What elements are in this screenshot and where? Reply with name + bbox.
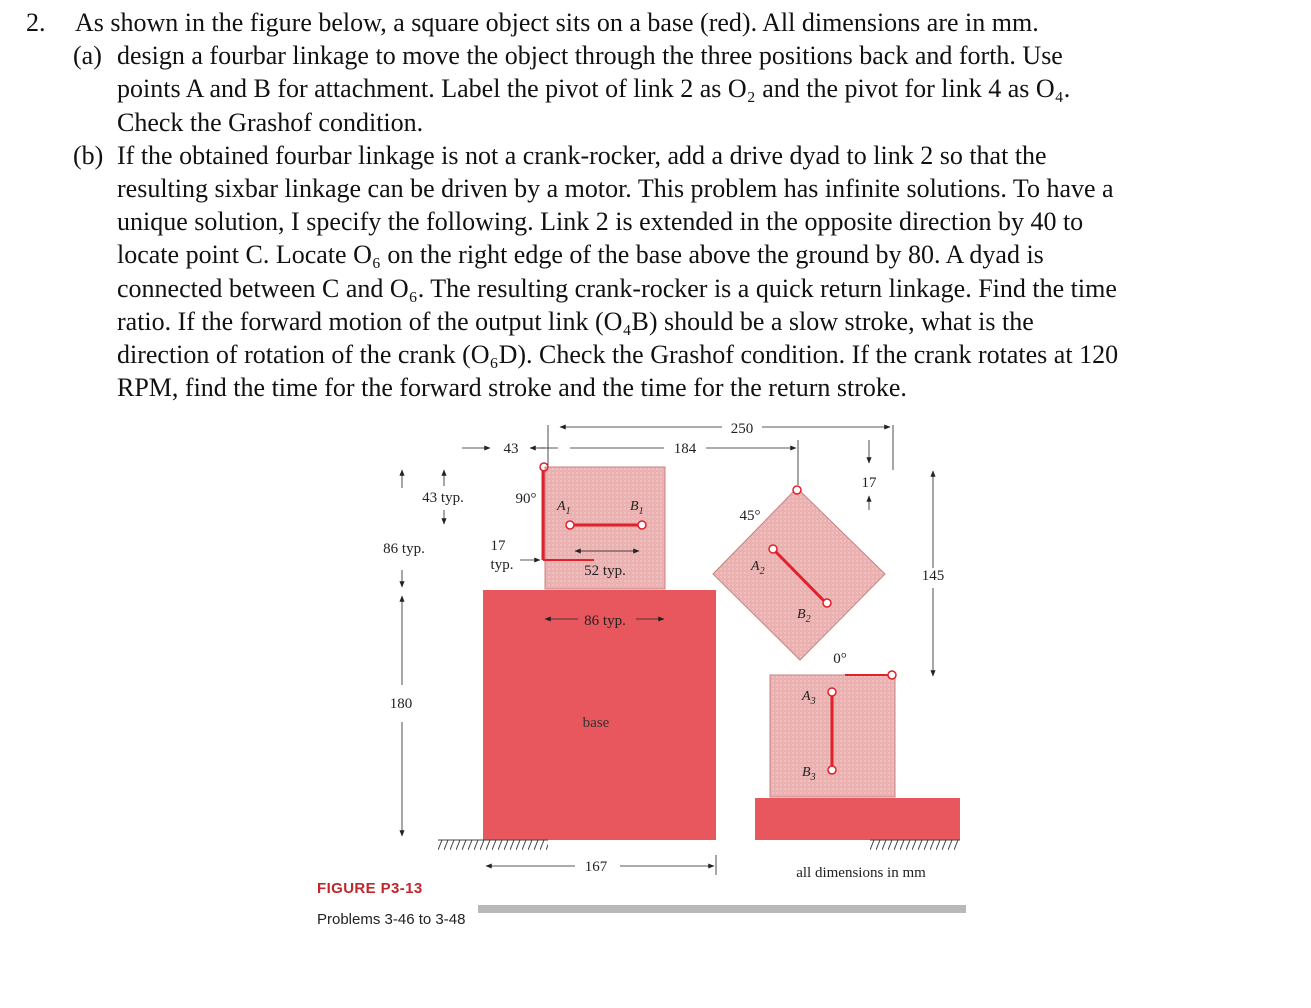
point-b2 — [823, 599, 831, 607]
dim-17typ-line1: 17 — [490, 538, 506, 554]
part-a-text-3: Check the Grashof condition. — [117, 107, 424, 137]
dim-184: 184 — [673, 441, 697, 457]
all-dimensions-note: all dimensions in mm — [796, 865, 926, 881]
ground-hatch-right — [870, 840, 960, 850]
problem-number: 2. — [26, 8, 46, 37]
pin-right-pos3 — [888, 671, 896, 679]
point-a2 — [769, 545, 777, 553]
label-b1: $B_1$ — [630, 499, 644, 517]
dim-86typ-vertical: 86 typ. — [383, 541, 425, 557]
part-b-text-3: unique solution, I specify the following. Link 2 is extended in the opposite direction by 40 to — [117, 207, 1084, 237]
figure-caption-subtitle: Problems 3-46 to 3-48 — [317, 911, 466, 928]
label-b3: $B_3$ — [802, 765, 816, 783]
part-a-label: (a) — [73, 41, 102, 71]
part-b-label: (b) — [73, 140, 104, 170]
part-b-text-6: ratio. If the forward motion of the output link (O₄B) should be a slow stroke, what is the — [117, 306, 1034, 336]
point-b1 — [638, 521, 646, 529]
dim-167: 167 — [584, 859, 608, 875]
point-b3 — [828, 766, 836, 774]
problem-intro: As shown in the figure below, a square object sits on a base (red). All dimensions are in mm. — [75, 8, 1039, 37]
ground-hatch-left — [438, 840, 548, 850]
label-a1: $A_1$ — [557, 499, 571, 517]
point-a3 — [828, 688, 836, 696]
point-a1 — [566, 521, 574, 529]
dim-0deg: 0° — [833, 651, 847, 667]
dim-43typ: 43 typ. — [422, 490, 464, 506]
part-a-text-1: design a fourbar linkage to move the object through the three positions back and forth. Use — [117, 41, 1063, 71]
caption-rule — [478, 905, 966, 913]
dim-52typ: 52 typ. — [584, 563, 626, 579]
base-label: base — [582, 715, 610, 731]
pin-top-diamond — [793, 486, 801, 494]
part-b-text-4: locate point C. Locate O₆ on the right edge of the base above the ground by 80. A dyad is — [117, 240, 1044, 270]
dim-17-right: 17 — [861, 475, 877, 491]
dim-43: 43 — [503, 441, 519, 457]
figure-caption-title: FIGURE P3-13 — [317, 880, 423, 897]
dim-180: 180 — [389, 696, 413, 712]
pedestal-block — [755, 798, 960, 840]
part-b-text-1: If the obtained fourbar linkage is not a crank-rocker, add a drive dyad to link 2 so that the — [117, 140, 1047, 170]
dim-86typ-horizontal: 86 typ. — [584, 613, 626, 629]
part-a-text-2: points A and B for attachment. Label the pivot of link 2 as O₂ and the pivot for link 4 as O₄. — [117, 74, 1071, 104]
dim-17typ-line2: typ. — [490, 557, 514, 573]
label-b2: $B_2$ — [797, 607, 811, 625]
dim-90deg: 90° — [515, 491, 537, 507]
part-b-text-8: RPM, find the time for the forward stroke and the time for the return stroke. — [117, 373, 907, 403]
dim-45deg: 45° — [739, 508, 761, 524]
part-b-text-7: direction of rotation of the crank (O₆D). Check the Grashof condition. If the crank rotates at 120 — [117, 340, 1119, 370]
part-b-text-5: connected between C and O₆. The resulting crank-rocker is a quick return linkage. Find the time — [117, 273, 1117, 303]
dim-145: 145 — [921, 568, 945, 584]
label-a2: $A_2$ — [751, 559, 765, 577]
dim-250: 250 — [730, 421, 754, 437]
label-a3: $A_3$ — [802, 689, 816, 707]
part-b-text-2: resulting sixbar linkage can be driven by a motor. This problem has infinite solutions. To have a — [117, 174, 1114, 204]
